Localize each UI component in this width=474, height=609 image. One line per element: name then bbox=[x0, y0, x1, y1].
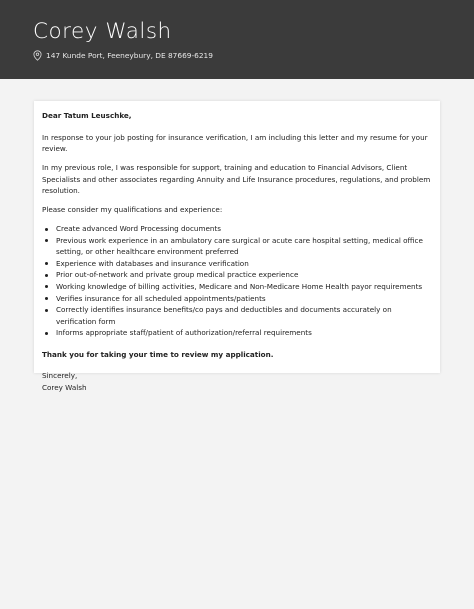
signature: Corey Walsh bbox=[42, 382, 87, 392]
list-item: Create advanced Word Processing documents bbox=[56, 223, 432, 235]
closing: Sincerely, bbox=[42, 371, 78, 381]
qualifications-intro: Please consider my qualifications and experience: bbox=[42, 205, 223, 214]
applicant-name: Corey Walsh bbox=[33, 19, 172, 44]
list-item: Verifies insurance for all scheduled appointments/patients bbox=[56, 293, 432, 305]
address-row bbox=[33, 48, 474, 62]
list-item: Prior out-of-network and private group medical practice experience bbox=[56, 269, 432, 281]
list-item: Experience with databases and insurance verification bbox=[56, 258, 432, 270]
list-item: Working knowledge of billing activities, Medicare and Non-Medicare Home Health payor requirements bbox=[56, 281, 432, 293]
map-pin-icon bbox=[33, 50, 42, 61]
letter-card bbox=[34, 101, 440, 392]
bullet-icon bbox=[45, 309, 48, 312]
applicant-address: 147 Kunde Port, Feeneybury, DE 87669-6219 bbox=[46, 50, 213, 60]
salutation: Dear Tatum Leuschke, bbox=[42, 111, 132, 120]
bullet-icon bbox=[45, 239, 48, 242]
bullet-icon bbox=[45, 332, 48, 335]
list-item: Correctly identifies insurance benefits/co pays and deductibles and documents accurately on verification form bbox=[56, 304, 432, 327]
bullet-icon bbox=[45, 285, 48, 288]
intro-paragraph: In response to your job posting for insurance verification, I am including this letter and my resume for your review. bbox=[42, 132, 428, 153]
bullet-icon bbox=[45, 262, 48, 265]
bullet-icon bbox=[45, 228, 48, 231]
header-banner bbox=[0, 0, 474, 79]
thank-you-line: Thank you for taking your time to review my application. bbox=[42, 349, 274, 359]
bullet-icon bbox=[45, 297, 48, 300]
experience-paragraph: In my previous role, I was responsible for support, training and education to Financial Advisors, Client Specialists and other associates regarding Annuity and Life Insurance procedures, regulations, and problem resolution. bbox=[42, 163, 431, 195]
bullet-icon bbox=[45, 274, 48, 277]
list-item: Previous work experience in an ambulatory care surgical or acute care hospital setting, medical office setting, or other healthcare environment preferred bbox=[56, 235, 432, 258]
list-item: Informs appropriate staff/patient of authorization/referral requirements bbox=[56, 327, 432, 339]
qualifications-list bbox=[42, 223, 432, 339]
